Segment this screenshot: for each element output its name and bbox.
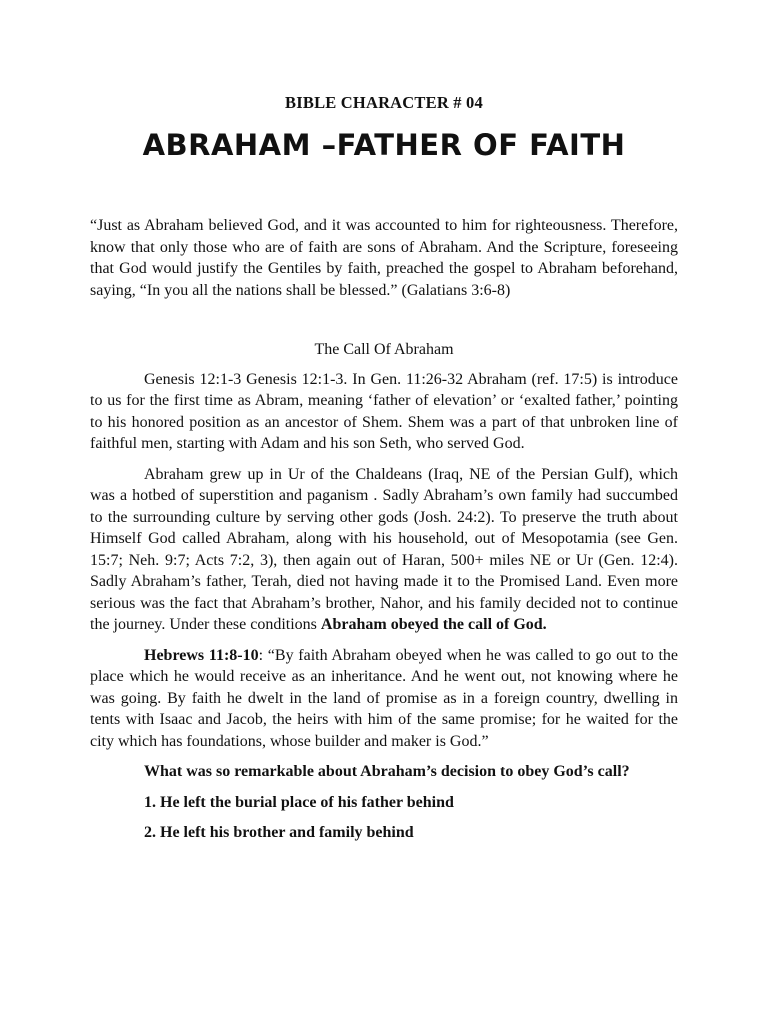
paragraph-2-text: Abraham grew up in Ur of the Chaldeans (Iraq, NE of the Persian Gulf), which was a hotbed of superstition and paganism . Sadly Abraham’s own family had succumbed to the surrounding culture by serving other gods (Josh. 24:2). To preserve the truth about Himself God called Abraham, along with his household, out of Mesopotamia (see Gen. 15:7; Neh. 9:7; Acts 7:2, 3), then again out of Haran, 500+ miles NE or Ur (Gen. 12:4). Sadly Abraham’s father, Terah, died not having made it to the Promised Land. Even more serious was the fact that Abraham’s brother, Nahor, and his family decided not to continue the journey. Under these conditions — [90, 465, 678, 633]
paragraph-3-text: : “By faith Abraham obeyed when he was called to go out to the place which he would receive as an inheritance. And he went out, not knowing where he was going. By faith he dwelt in the land of promise as in a foreign country, dwelling in tents with Isaac and Jacob, the heirs with him of the same promise; for he waited for the city which has foundations, whose builder and maker is God.” — [90, 646, 679, 750]
point-2: 2. He left his brother and family behind — [144, 824, 414, 841]
paragraph-2 — [90, 464, 678, 636]
question: What was so remarkable about Abraham’s decision to obey God’s call? — [144, 763, 630, 780]
paragraph-3 — [90, 645, 678, 753]
scripture-reference: Hebrews 11:8-10 — [144, 646, 259, 664]
document-body — [90, 215, 678, 853]
epigraph-quote: “Just as Abraham believed God, and it was accounted to him for righteousness. Therefore, know that only those who are of faith are sons of Abraham. And the Scripture, foreseeing that God would justify the Gentiles by faith, preached the gospel to Abraham beforehand, saying, “In you all the nations shall be blessed.” (Galatians 3:6-8) — [90, 217, 678, 299]
paragraph-2-emphasis: Abraham obeyed the call of God. — [320, 616, 547, 633]
document-title: ABRAHAM –FATHER OF FAITH — [142, 128, 626, 162]
point-1: 1. He left the burial place of his father behind — [144, 793, 454, 811]
section-heading: The Call Of Abraham — [314, 341, 454, 358]
document-kicker: BIBLE CHARACTER # 04 — [285, 93, 483, 112]
document-page — [90, 0, 678, 1024]
paragraph-1: Genesis 12:1-3 Genesis 12:1-3. In Gen. 11:26-32 Abraham (ref. 17:5) is introduce to us for the first time as Abram, meaning ‘father of elevation’ or ‘exalted father,’ pointing to his honored position as an ancestor of Shem. Shem was a part of that unbroken line of faithful men, starting with Adam and his son Seth, who served God. — [90, 370, 678, 452]
